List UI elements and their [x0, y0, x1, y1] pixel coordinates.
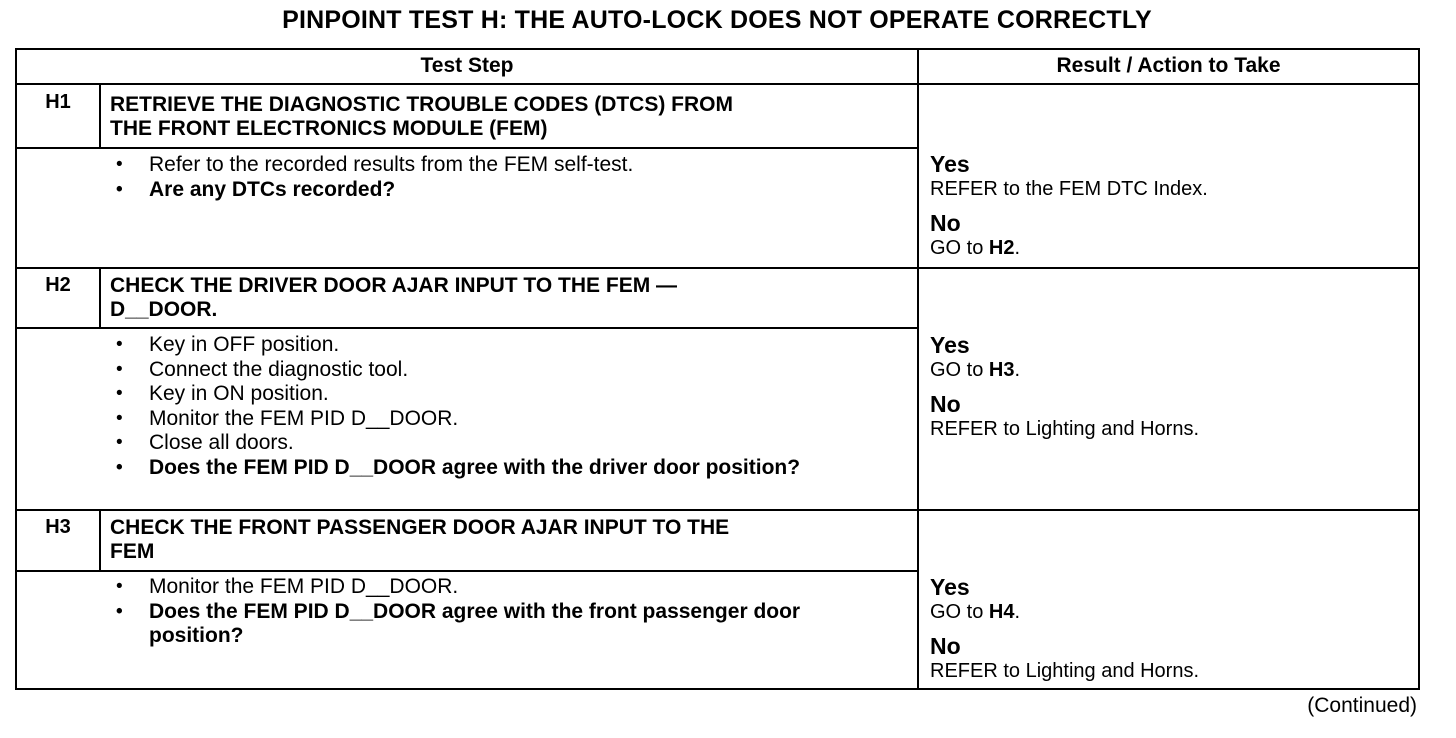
result-no-text: REFER to Lighting and Horns.: [930, 660, 1200, 682]
result-h3: [930, 574, 1410, 683]
list-item: • Does the FEM PID D__DOOR agree with the front passenger door position?: [110, 600, 900, 649]
step-heading-h1: RETRIEVE THE DIAGNOSTIC TROUBLE CODES (DTCS) FROM THE FRONT ELECTRONICS MODULE (FEM): [110, 93, 734, 140]
list-item: • Does the FEM PID D__DOOR agree with the driver door position?: [110, 456, 830, 481]
result-yes-text: GO to H4.: [930, 601, 1021, 623]
result-yes-label: Yes: [930, 151, 970, 177]
result-no-text: GO to H2.: [930, 237, 1021, 259]
list-item: • Connect the diagnostic tool.: [110, 358, 830, 383]
result-h1: [930, 151, 1410, 260]
column-divider: [917, 50, 919, 688]
header-test-step: Test Step: [420, 54, 514, 77]
result-h2: [930, 332, 1410, 441]
stepid-divider-1: [99, 85, 101, 147]
stepid-divider-2: [99, 269, 101, 327]
step-heading-h2: CHECK THE DRIVER DOOR AJAR INPUT TO THE FEM — D__DOOR.: [110, 274, 678, 321]
page-title: PINPOINT TEST H: THE AUTO-LOCK DOES NOT OPERATE CORRECTLY: [282, 6, 1152, 34]
stepid-divider-3: [99, 511, 101, 570]
result-yes-text: REFER to the FEM DTC Index.: [930, 178, 1208, 200]
result-no-text: REFER to Lighting and Horns.: [930, 418, 1200, 440]
header-divider: [17, 83, 1418, 85]
row-divider-2: [17, 509, 1418, 511]
step-id-h2: H2: [45, 274, 71, 296]
step-id-h3: H3: [45, 516, 71, 538]
step-id-h1: H1: [45, 91, 71, 113]
list-item: • Monitor the FEM PID D__DOOR.: [110, 407, 830, 432]
result-no-label: No: [930, 210, 961, 236]
h3-divider: [17, 570, 917, 572]
list-item: • Are any DTCs recorded?: [110, 178, 910, 203]
list-item: • Monitor the FEM PID D__DOOR.: [110, 575, 900, 600]
step-bullets-h1: [110, 153, 910, 202]
h1-divider: [17, 147, 917, 149]
list-item: • Key in ON position.: [110, 382, 830, 407]
result-yes-label: Yes: [930, 574, 970, 600]
list-item: • Key in OFF position.: [110, 333, 830, 358]
header-result: Result / Action to Take: [1056, 54, 1281, 77]
result-yes-label: Yes: [930, 332, 970, 358]
result-yes-text: GO to H3.: [930, 359, 1021, 381]
list-item: • Close all doors.: [110, 431, 830, 456]
h2-divider: [17, 327, 917, 329]
list-item: • Refer to the recorded results from the FEM self-test.: [110, 153, 910, 178]
step-bullets-h3: [110, 575, 900, 649]
result-no-label: No: [930, 633, 961, 659]
row-divider-1: [17, 267, 1418, 269]
pinpoint-test-table: [15, 48, 1420, 690]
result-no-label: No: [930, 391, 961, 417]
step-bullets-h2: [110, 333, 830, 480]
continued-label: (Continued): [1307, 694, 1417, 717]
step-heading-h3: CHECK THE FRONT PASSENGER DOOR AJAR INPUT TO THE FEM: [110, 516, 730, 563]
